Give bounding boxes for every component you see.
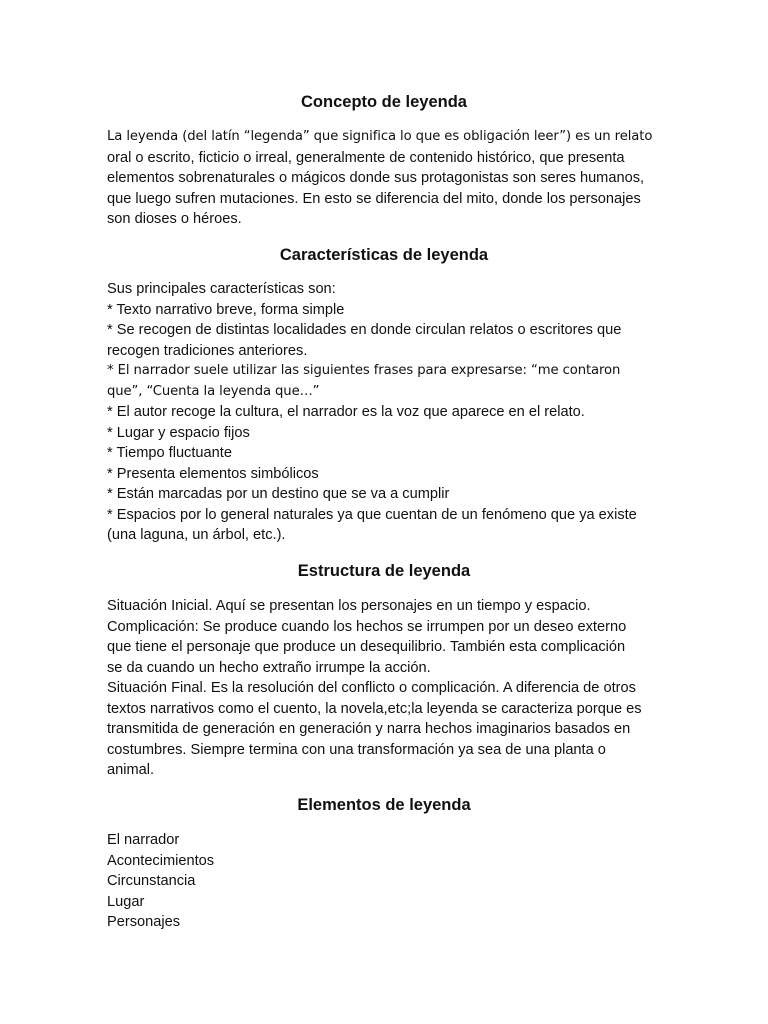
list-item: * Texto narrativo breve, forma simple: [107, 301, 345, 318]
list-item: * Espacios por lo general naturales ya que cuentan de un fenómeno que ya existe: [107, 506, 637, 523]
text-line: que tiene el personaje que produce un desequilibrio. También esta complicación: [107, 639, 626, 655]
list-item: El narrador: [107, 832, 180, 848]
text-line: textos narrativos como el cuento, la novela,etc;la leyenda se caracteriza porque es: [107, 700, 642, 717]
text-line: transmitida de generación en generación y narra hechos imaginarios basados en: [107, 721, 631, 737]
text-line: Situación Final. Es la resolución del conflicto o complicación. A diferencia de otros: [107, 680, 636, 696]
paragraph-concepto: [107, 127, 667, 230]
text-line: elementos sobrenaturales o mágicos donde sus protagonistas son seres humanos,: [107, 170, 645, 186]
list-item-continuation: (una laguna, un árbol, etc.).: [107, 527, 286, 543]
list-item: Lugar: [107, 893, 145, 910]
text-line: oral o escrito, ficticio o irreal, generalmente de contenido histórico, que presenta: [107, 149, 625, 166]
text-line: animal.: [107, 762, 155, 778]
paragraph-estructura: [107, 596, 667, 781]
list-item: * Presenta elementos simbólicos: [107, 465, 319, 482]
list-item: * Tiempo fluctuante: [107, 445, 232, 461]
list-item: Circunstancia: [107, 873, 196, 889]
list-item: * Están marcadas por un destino que se va a cumplir: [107, 486, 450, 502]
heading-estructura: Estructura de leyenda: [297, 562, 471, 580]
list-elementos: [107, 830, 667, 933]
list-item-continuation: recogen tradiciones anteriores.: [107, 342, 308, 359]
list-item: * El autor recoge la cultura, el narrador es la voz que aparece en el relato.: [107, 404, 585, 420]
text-line: se da cuando un hecho extraño irrumpe la acción.: [107, 659, 431, 676]
text-line: La leyenda (del latín “legenda” que significa lo que es obligación leer”) es un relato: [107, 129, 653, 144]
list-caracteristicas: [107, 279, 667, 546]
list-item: * Lugar y espacio fijos: [107, 424, 250, 441]
text-line: son dioses o héroes.: [107, 211, 242, 227]
list-item: * El narrador suele utilizar las siguientes frases para expresarse: “me contaron: [107, 363, 621, 378]
text-line: Situación Inicial. Aquí se presentan los personajes en un tiempo y espacio.: [107, 598, 591, 614]
text-line: Sus principales características son:: [107, 281, 336, 297]
heading-concepto: Concepto de leyenda: [301, 93, 467, 111]
text-line: Complicación: Se produce cuando los hechos se irrumpen por un deseo externo: [107, 618, 627, 635]
heading-elementos: Elementos de leyenda: [297, 796, 471, 814]
list-item: Personajes: [107, 914, 181, 930]
list-item: Acontecimientos: [107, 852, 215, 869]
list-item-continuation: que”, “Cuenta la leyenda que…”: [107, 383, 320, 399]
text-line: costumbres. Siempre termina con una transformación ya sea de una planta o: [107, 741, 606, 758]
heading-caracteristicas: Características de leyenda: [279, 246, 489, 264]
list-item: * Se recogen de distintas localidades en donde circulan relatos o escritores que: [107, 322, 622, 338]
text-line: que luego sufren mutaciones. En esto se diferencia del mito, donde los personajes: [107, 190, 641, 207]
